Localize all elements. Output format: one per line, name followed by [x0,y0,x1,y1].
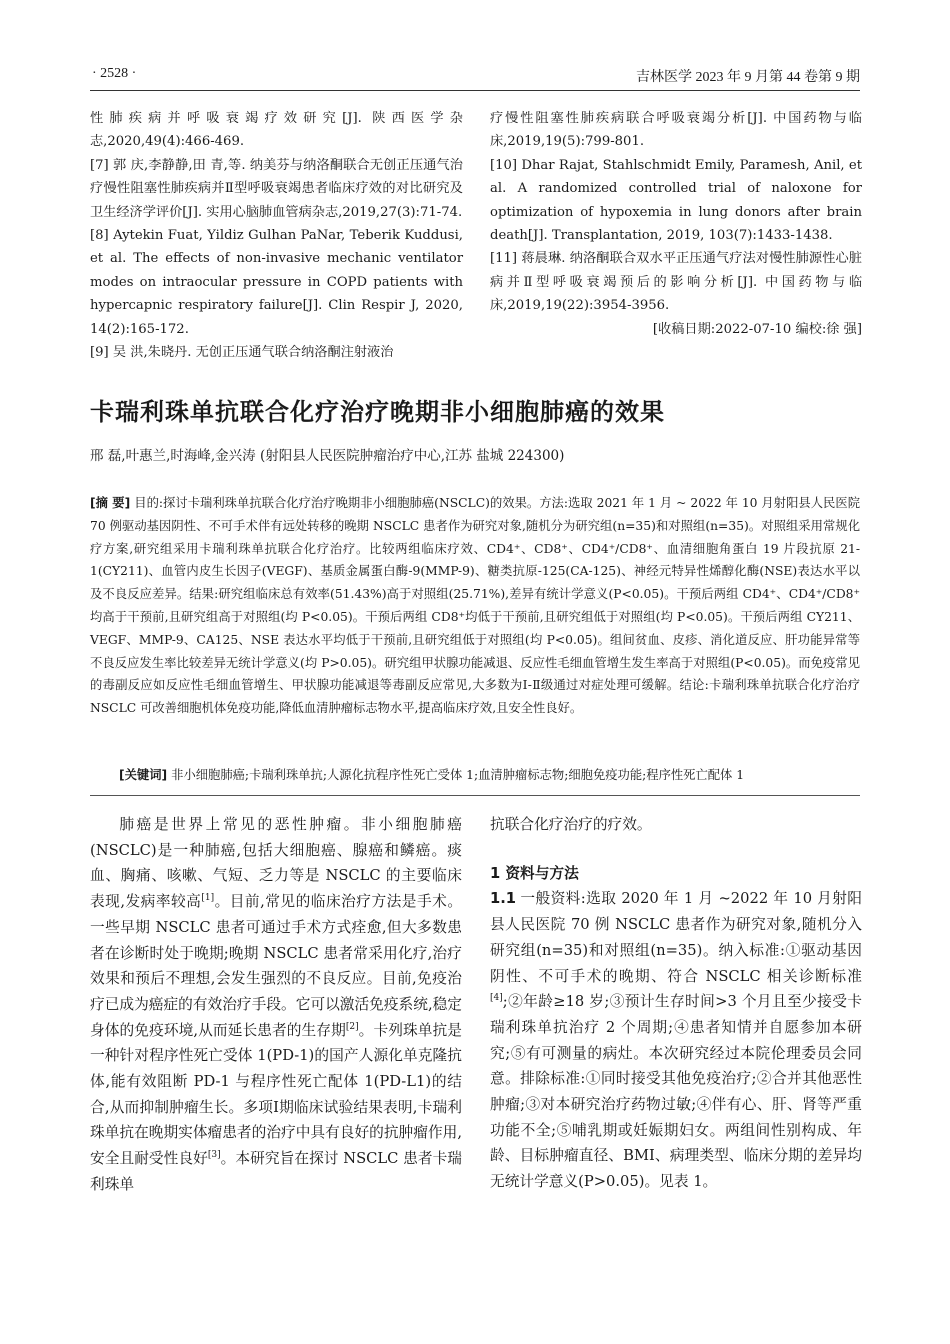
reference-entry: [9] 吴 洪,朱晓丹. 无创正压通气联合纳洛酮注射液治 [90,345,394,361]
received-date-line: [收稿日期:2022-07-10 编校:徐 强] [652,321,862,337]
subsection-number: 1.1 [490,890,517,908]
keywords [119,764,860,786]
page-number: · 2528 · [92,66,137,81]
article-authors: 邢 磊,叶惠兰,时海峰,金兴涛 (射阳县人民医院肿瘤治疗中心,江苏 盐城 224300) [90,448,565,464]
journal-info: 吉林医学 2023 年 9 月第 44 卷第 9 期 [636,70,860,85]
references-left-column [90,107,463,364]
abstract-separator [90,795,860,796]
methods-text: 一般资料:选取 2020 年 1 月 ~2022 年 10 月射阳县人民医院 70 例 NSCLC 患者作为研究对象,随机分入研究组(n=35)和对照组(n=35)。纳入标准:①驱动基因阴性、不可手术的晚期、符合 NSCLC 相关诊断标准 [490,890,862,985]
article-title: 卡瑞利珠单抗联合化疗治疗晚期非小细胞肺癌的效果 [90,398,665,426]
intro-text: 肺癌是世界上常见的恶性肿瘤。非小细胞肺癌(NSCLC)是一种肺癌,包括大细胞癌、腺癌和鳞癌。痰血、胸痛、咳嗽、气短、乏力等是 NSCLC 的主要临床表现,发病率较高 [90,816,462,911]
intro-paragraph [90,812,462,1198]
reference-entry: [7] 郭 庆,李静静,田 青,等. 纳美芬与纳洛酮联合无创正压通气治疗慢性阻塞性肺疾病并Ⅱ型呼吸衰竭患者临床疗效的对比研究及卫生经济学评价[J]. 实用心脑肺血管病杂志,2019,27(3):71-74. [90,157,463,220]
body-left-column [90,812,462,1198]
body-right-column [490,812,862,1195]
header-rule [90,90,860,91]
intro-text: 。卡列珠单抗是一种针对程序性死亡受体 1(PD-1)的国产人源化单克隆抗体,能有效阻断 PD-1 与程序性死亡配体 1(PD-L1)的结合,从而抑制肿瘤生长。多项Ⅰ期临床试验结果表明,卡瑞利珠单抗在晚期实体瘤患者的治疗中具有良好的抗肿瘤作用,安全且耐受性良好 [90,1021,462,1168]
citation: [2] [345,1021,359,1032]
intro-text: 。本研究旨在探讨 NSCLC 患者卡瑞利珠单 [90,1150,462,1193]
reference-entry: [8] Aytekin Fuat, Yildiz Gulhan PaNar, Teberik Kuddusi, et al. The effects of non-invasive mechanic ventilator modes on intraocular pressure in COPD patients with hypercapnic respiratory failure[J]. Clin Respir J, 2020, 14(2):165-172. [90,228,463,337]
abstract-label: [摘 要] [90,496,131,510]
references-right-column [490,107,862,341]
abstract-text: 目的:探讨卡瑞利珠单抗联合化疗治疗晚期非小细胞肺癌(NSCLC)的效果。方法:选取 2021 年 1 月 ~ 2022 年 10 月射阳县人民医院 70 例驱动基因阴性、不可手术伴有远处转移的晚期 NSCLC 患者作为研究对象,随机分为研究组(n=35)和对照组(n=35)。对照组采用常规化疗方案,研究组采用卡瑞利珠单抗联合化疗治疗。比较两组临床疗效、CD4⁺、CD8⁺、CD4⁺/CD8⁺、血清细胞角蛋白 19 片段抗原 21-1(CY211)、血管内皮生长因子(VEGF)、基质金属蛋白酶-9(MMP-9)、糖类抗原-125(CA-125)、神经元特异性烯醇化酶(NSE)表达水平以及不良反应差异。结果:研究组临床总有效率(51.43%)高于对照组(25.71%),差异有统计学意义(P<0.05)。干预后两组 CD4⁺、CD4⁺/CD8⁺均高于干预前,且研究组高于对照组(均 P<0.05)。干预后两组 CD8⁺均低于干预前,且研究组低于对照组(均 P<0.05)。干预后两组 CY211、VEGF、MMP-9、CA125、NSE 表达水平均低于干预前,且研究组低于对照组(均 P<0.05)。组间贫血、皮疹、消化道反应、肝功能异常等不良反应发生率比较差异无统计学意义(均 P>0.05)。研究组甲状腺功能减退、反应性毛细血管增生发生率高于对照组(P<0.05)。而免疫常见的毒副反应如反应性毛细血管增生、甲状腺功能减退等毒副反应常见,大多数为Ⅰ-Ⅱ级通过对症处理可缓解。结论:卡瑞利珠单抗联合化疗治疗 NSCLC 可改善细胞机体免疫功能,降低血清肿瘤标志物水平,提高临床疗效,且安全性良好。 [90,496,860,716]
reference-entry: [11] 蒋晨琳. 纳洛酮联合双水平正压通气疗法对慢性肺源性心脏病并Ⅱ型呼吸衰竭预后的影响分析[J]. 中国药物与临床,2019,19(22):3954-3956. [490,251,862,314]
reference-entry: [10] Dhar Rajat, Stahlschmidt Emily, Paramesh, Anil, et al. A randomized controlled trial of naloxone for optimization of hypoxemia in lung donors after brain death[J]. Transplantation, 2019, 103(7):1433-1438. [490,157,862,244]
running-header [0,62,950,86]
citation: [1] [201,893,215,904]
section-heading: 1 资料与方法 [490,864,579,882]
citation: [4] [490,993,503,1004]
methods-text: ;②年龄≥18 岁;③预计生存时间>3 个月且至少接受卡瑞利珠单抗治疗 2 个周期;④患者知情并自愿参加本研究;⑤有可测量的病灶。本次研究经过本院伦理委员会同意。排除标准:①同时接受其他免疫治疗;②合并其他恶性肿瘤;③对本研究治疗药物过敏;④伴有心、肝、肾等严重功能不全;⑤哺乳期或妊娠期妇女。两组间性别构成、年龄、目标肿瘤直径、BMI、病理类型、临床分期的差异均无统计学意义(P>0.05)。见表 1。 [490,993,862,1191]
abstract [90,492,860,720]
reference-entry: 性肺疾病并呼吸衰竭疗效研究[J]. 陕西医学杂志,2020,49(4):466-469. [90,111,463,150]
citation: [3] [207,1150,221,1161]
methods-paragraph [490,886,862,1194]
intro-text: 。目前,常见的临床治疗方法是手术。一些早期 NSCLC 患者可通过手术方式痊愈,但大多数患者在诊断时处于晚期;晚期 NSCLC 患者常采用化疗,治疗效果和预后不理想,会发生强烈的不良反应。目前,免疫治疗已成为癌症的有效治疗手段。它可以激活免疫系统,稳定身体的免疫环境,从而延长患者的生存期 [90,893,463,1039]
intro-continuation: 抗联合化疗治疗的疗效。 [490,816,652,833]
keywords-text: 非小细胞肺癌;卡瑞利珠单抗;人源化抗程序性死亡受体 1;血清肿瘤标志物;细胞免疫功能;程序性死亡配体 1 [171,768,745,782]
keywords-label: [关键词] [119,768,168,782]
reference-entry: 疗慢性阻塞性肺疾病联合呼吸衰竭分析[J]. 中国药物与临床,2019,19(5):799-801. [490,111,862,150]
